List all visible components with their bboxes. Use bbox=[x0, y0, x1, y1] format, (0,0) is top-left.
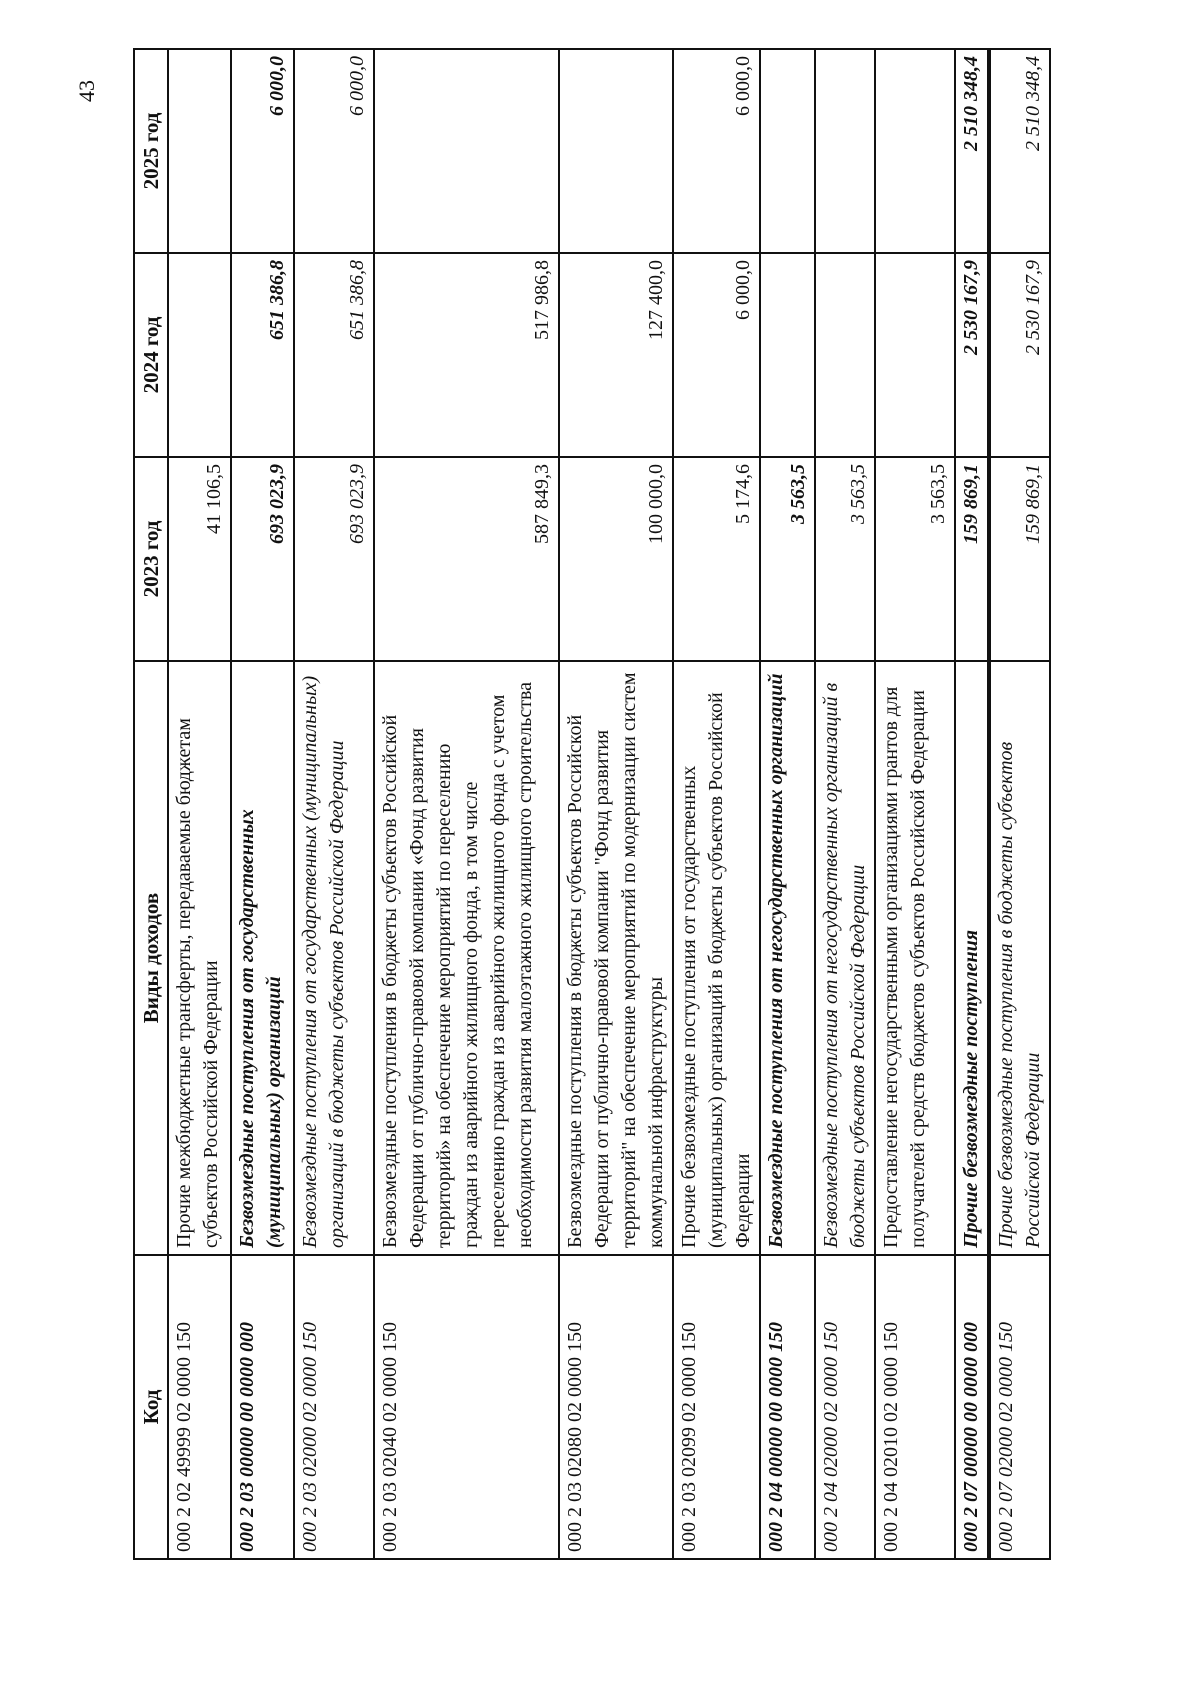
row-name: Безвозмездные поступления от государственных (муниципальных) организаций в бюджеты субъектов Российской Федерации bbox=[294, 661, 374, 1255]
row-2024: 2 530 167,9 bbox=[989, 253, 1050, 457]
row-2025 bbox=[168, 49, 231, 253]
page-number: 43 bbox=[74, 80, 99, 102]
revenue-table bbox=[133, 48, 1051, 1560]
row-2024: 517 986,8 bbox=[374, 253, 559, 457]
row-code: 000 2 07 00000 00 0000 000 bbox=[955, 1255, 989, 1559]
table-row bbox=[875, 49, 955, 1559]
row-name: Безвозмездные поступления от негосударственных организаций bbox=[760, 661, 815, 1255]
row-2025: 6 000,0 bbox=[673, 49, 760, 253]
row-code: 000 2 03 00000 00 0000 000 bbox=[231, 1255, 294, 1559]
row-name: Прочие безвозмездные поступления от государственных (муниципальных) организаций в бюджеты субъектов Российской Федерации bbox=[673, 661, 760, 1255]
row-2023: 41 106,5 bbox=[168, 457, 231, 661]
row-2025 bbox=[875, 49, 955, 253]
row-2023: 5 174,6 bbox=[673, 457, 760, 661]
table-row bbox=[989, 49, 1050, 1559]
row-2024 bbox=[815, 253, 875, 457]
row-2024 bbox=[875, 253, 955, 457]
row-2023: 587 849,3 bbox=[374, 457, 559, 661]
row-2023: 693 023,9 bbox=[294, 457, 374, 661]
row-2023: 159 869,1 bbox=[989, 457, 1050, 661]
row-2023: 100 000,0 bbox=[559, 457, 673, 661]
row-name: Безвозмездные поступления от негосударственных организаций в бюджеты субъектов Российской Федерации bbox=[815, 661, 875, 1255]
row-2024: 6 000,0 bbox=[673, 253, 760, 457]
table-row bbox=[760, 49, 815, 1559]
row-2024: 651 386,8 bbox=[231, 253, 294, 457]
header-code: Код bbox=[134, 1255, 168, 1559]
header-row bbox=[134, 49, 168, 1559]
row-name: Прочие безвозмездные поступления bbox=[955, 661, 989, 1255]
row-2024: 2 530 167,9 bbox=[955, 253, 989, 457]
header-name: Виды доходов bbox=[134, 661, 168, 1255]
row-code: 000 2 04 02010 02 0000 150 bbox=[875, 1255, 955, 1559]
row-name: Прочие межбюджетные трансферты, передаваемые бюджетам субъектов Российской Федерации bbox=[168, 661, 231, 1255]
rotated-table-wrapper bbox=[133, 56, 1048, 1560]
table-row bbox=[168, 49, 231, 1559]
row-code: 000 2 07 02000 02 0000 150 bbox=[989, 1255, 1050, 1559]
row-2023: 159 869,1 bbox=[955, 457, 989, 661]
table-row bbox=[955, 49, 989, 1559]
row-name: Прочие безвозмездные поступления в бюджеты субъектов Российской Федерации bbox=[989, 661, 1050, 1255]
row-code: 000 2 03 02080 02 0000 150 bbox=[559, 1255, 673, 1559]
row-2023: 3 563,5 bbox=[760, 457, 815, 661]
row-2025: 2 510 348,4 bbox=[989, 49, 1050, 253]
row-code: 000 2 04 02000 02 0000 150 bbox=[815, 1255, 875, 1559]
row-2024 bbox=[760, 253, 815, 457]
row-2024: 651 386,8 bbox=[294, 253, 374, 457]
table-row bbox=[294, 49, 374, 1559]
table-row bbox=[559, 49, 673, 1559]
row-2025: 6 000,0 bbox=[231, 49, 294, 253]
row-2023: 3 563,5 bbox=[815, 457, 875, 661]
table-row bbox=[673, 49, 760, 1559]
row-2024: 127 400,0 bbox=[559, 253, 673, 457]
row-2025 bbox=[374, 49, 559, 253]
row-name: Предоставление негосударственными организациями грантов для получателей средств бюджетов субъектов Российской Федерации bbox=[875, 661, 955, 1255]
row-2023: 693 023,9 bbox=[231, 457, 294, 661]
row-code: 000 2 04 00000 00 0000 150 bbox=[760, 1255, 815, 1559]
row-code: 000 2 03 02040 02 0000 150 bbox=[374, 1255, 559, 1559]
row-name: Безвозмездные поступления в бюджеты субъектов Российской Федерации от публично-правовой компании «Фонд развития территорий» на обеспечение мероприятий по переселению граждан из аварийного жилищного фонда, в том числе переселению граждан из аварийного жилищного фонда с учетом необходимости развития малоэтажного жилищного строительства bbox=[374, 661, 559, 1255]
header-2025: 2025 год bbox=[134, 49, 168, 253]
row-name: Безвозмездные поступления в бюджеты субъектов Российской Федерации от публично-правовой компании "Фонд развития территорий" на обеспечение мероприятий по модернизации систем коммунальной инфраструктуры bbox=[559, 661, 673, 1255]
table-row bbox=[231, 49, 294, 1559]
row-code: 000 2 03 02000 02 0000 150 bbox=[294, 1255, 374, 1559]
row-code: 000 2 03 02099 02 0000 150 bbox=[673, 1255, 760, 1559]
header-2024: 2024 год bbox=[134, 253, 168, 457]
row-2025 bbox=[815, 49, 875, 253]
table-row bbox=[815, 49, 875, 1559]
row-name: Безвозмездные поступления от государственных (муниципальных) организаций bbox=[231, 661, 294, 1255]
row-2025: 6 000,0 bbox=[294, 49, 374, 253]
header-2023: 2023 год bbox=[134, 457, 168, 661]
row-code: 000 2 02 49999 02 0000 150 bbox=[168, 1255, 231, 1559]
table-row bbox=[374, 49, 559, 1559]
row-2025: 2 510 348,4 bbox=[955, 49, 989, 253]
row-2025 bbox=[559, 49, 673, 253]
row-2023: 3 563,5 bbox=[875, 457, 955, 661]
row-2025 bbox=[760, 49, 815, 253]
row-2024 bbox=[168, 253, 231, 457]
